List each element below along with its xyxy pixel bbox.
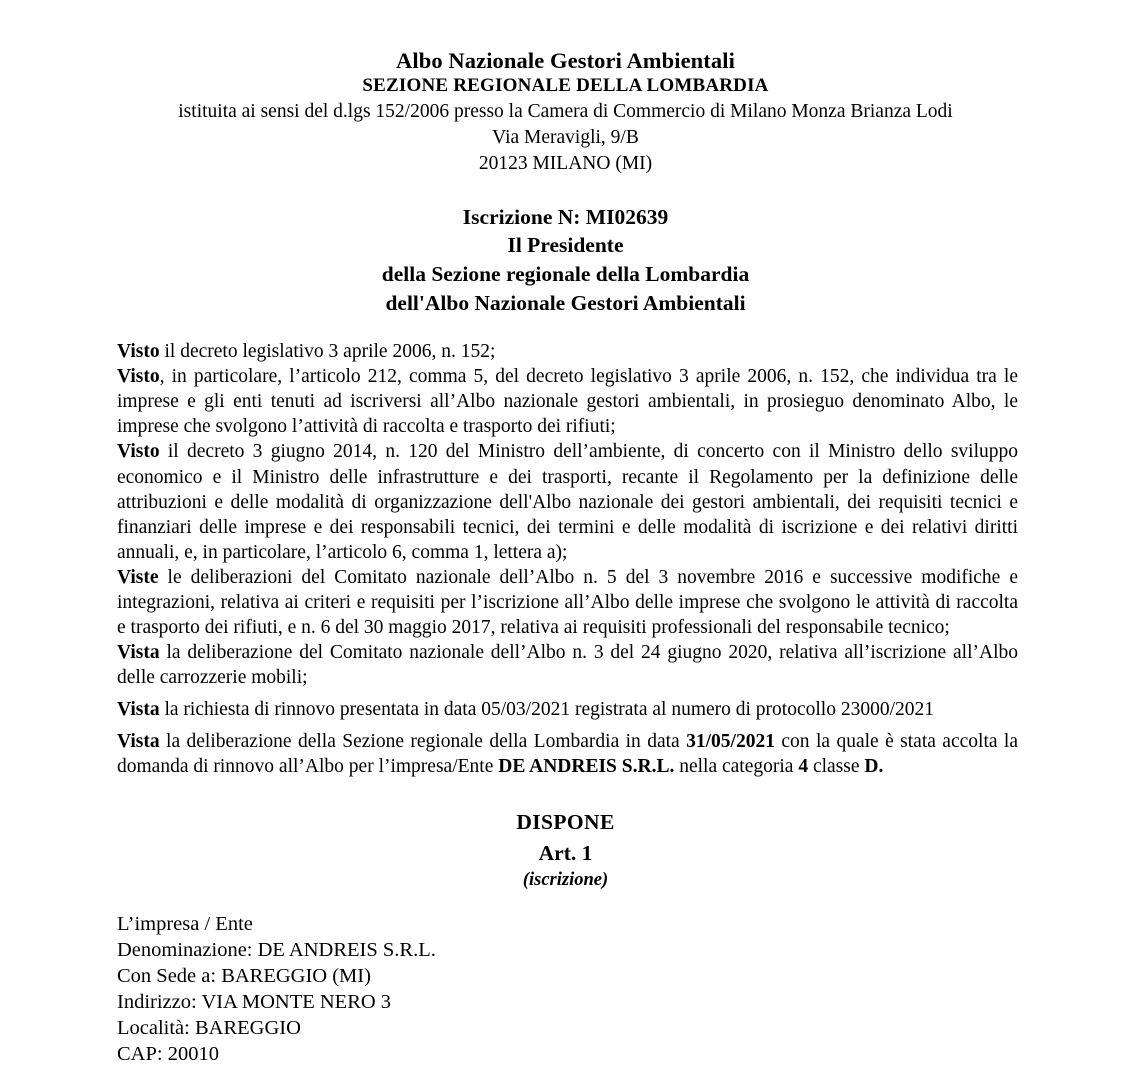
article-subtitle: (iscrizione) bbox=[522, 870, 609, 891]
president-role: Il Presidente bbox=[507, 233, 624, 258]
regional-section-title: SEZIONE REGIONALE DELLA LOMBARDIA bbox=[362, 75, 769, 97]
company-name: DE ANDREIS S.R.L. bbox=[498, 756, 675, 778]
clause-lead: Vista bbox=[117, 698, 160, 720]
clause-visto-2 bbox=[117, 364, 1018, 439]
address-street: Via Meravigli, 9/B bbox=[492, 127, 639, 149]
clause-lead: Vista bbox=[117, 730, 160, 752]
dispone-heading: DISPONE bbox=[516, 810, 615, 835]
category-value: 4 bbox=[798, 756, 809, 778]
dispone-block bbox=[0, 809, 1131, 892]
company-sede: Con Sede a: BAREGGIO (MI) bbox=[117, 965, 371, 988]
company-details bbox=[0, 912, 1131, 1068]
clause-lead: Visto bbox=[117, 441, 160, 463]
address-city: 20123 MILANO (MI) bbox=[478, 152, 653, 174]
clause-lead: Visto bbox=[117, 366, 160, 388]
title-body-line-2: dell'Albo Nazionale Gestori Ambientali bbox=[385, 290, 746, 315]
clause-text-part-3: nella categoria bbox=[674, 756, 799, 778]
company-details-intro: L’impresa / Ente bbox=[117, 913, 253, 936]
organization-title: Albo Nazionale Gestori Ambientali bbox=[396, 48, 735, 73]
company-cap: CAP: 20010 bbox=[117, 1043, 219, 1066]
clause-visto-3 bbox=[117, 439, 1018, 564]
clause-text: il decreto 3 giugno 2014, n. 120 del Ministro dell’ambiente, di concerto con il Ministro dello sviluppo economico e il Ministro delle infrastrutture e dei trasporti, recante il Regolamento per la definizione delle attribuzioni e delle modalità di organizzazione dell'Albo nazionale dei gestori ambientali, dei requisiti tecnici e finanziari delle imprese e dei responsabili tecnici, dei termini e delle modalità di iscrizione e dei relativi diritti annuali, e, in particolare, l’articolo 6, comma 1, lettera a); bbox=[117, 441, 1018, 563]
clause-text-part-1: la deliberazione della Sezione regionale della Lombardia in data bbox=[159, 730, 687, 752]
clause-deliberation bbox=[117, 729, 1018, 779]
document-body bbox=[0, 339, 1131, 779]
clause-text: la richiesta di rinnovo presentata in data 05/03/2021 registrata al numero di protocollo 23000/2021 bbox=[159, 698, 935, 720]
company-localita: Località: BAREGGIO bbox=[117, 1017, 301, 1040]
clause-viste-4 bbox=[117, 565, 1018, 640]
company-denominazione: Denominazione: DE ANDREIS S.R.L. bbox=[117, 939, 436, 962]
clause-renewal-request bbox=[117, 697, 1018, 722]
registration-number: Iscrizione N: MI02639 bbox=[462, 204, 669, 229]
establishment-line: istituita ai sensi del d.lgs 152/2006 presso la Camera di Commercio di Milano Monza Brianza Lodi bbox=[178, 101, 953, 123]
clause-lead: Visto bbox=[117, 341, 160, 363]
clause-text: le deliberazioni del Comitato nazionale dell’Albo n. 5 del 3 novembre 2016 e successive modifiche e integrazioni, relativa ai criteri e requisiti per l’iscrizione all’Albo delle imprese che svolgono le attività di raccolta e trasporto dei rifiuti, e n. 6 del 30 maggio 2017, relativa ai requisiti professionali del responsabile tecnico; bbox=[117, 566, 1018, 638]
company-indirizzo: Indirizzo: VIA MONTE NERO 3 bbox=[117, 991, 392, 1014]
deliberation-date: 31/05/2021 bbox=[686, 730, 775, 752]
clause-text-part-4: classe bbox=[808, 756, 865, 778]
title-body-line-1: della Sezione regionale della Lombardia bbox=[381, 262, 750, 287]
clause-text: , in particolare, l’articolo 212, comma 5, del decreto legislativo 3 aprile 2006, n. 152, che individua tra le imprese e gli enti tenuti ad iscriversi all’Albo nazionale gestori ambientali, in prosieguo denominato Albo, le imprese che svolgono l’attività di raccolta e trasporto dei rifiuti; bbox=[117, 366, 1018, 438]
clause-text: la deliberazione del Comitato nazionale dell’Albo n. 3 del 24 giugno 2020, relativa all’iscrizione all’Albo delle carrozzerie mobili; bbox=[117, 641, 1018, 688]
clause-text-part-2: con la quale è stata accolta la domanda di rinnovo all’Albo per l’impresa/Ente bbox=[117, 730, 1018, 778]
clause-vista-5 bbox=[117, 640, 1018, 690]
clause-lead: Vista bbox=[117, 641, 160, 663]
clause-visto-1 bbox=[117, 339, 1018, 364]
title-block bbox=[0, 203, 1131, 317]
article-heading: Art. 1 bbox=[538, 841, 593, 865]
letterhead bbox=[0, 0, 1131, 177]
class-value: D. bbox=[864, 756, 884, 778]
clause-text: il decreto legislativo 3 aprile 2006, n. 152; bbox=[159, 341, 496, 363]
clause-lead: Viste bbox=[117, 566, 159, 588]
